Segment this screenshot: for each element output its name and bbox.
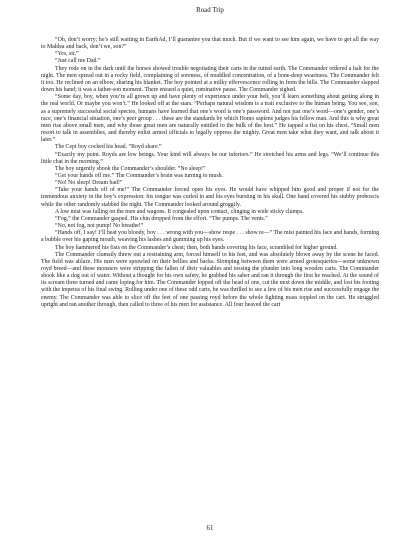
paragraph: They rode on in the dark until the horses showed trouble negotiating their carts in the rutted earth. The Commander ordered a halt for the night. The men spread out in a rocky field, complaining of soreness, of muddled concentration, of a bone-deep weariness. The Commander felt it too. He reclined on an elbow, sharing his blanket. The boy pointed at a milky effervescence rolling in from the hills. The Commander slapped down his hand; it was a father-son moment. There ensued a quiet, ruminative pause. The Commander sighed. [41, 65, 379, 94]
paragraph: “Get your hands off me.” The Commander’s brain was turning to mush. [55, 172, 223, 179]
paragraph: “Fog,” the Commander gasped. His chin dropped from the effort. “The pumps. The vents.” [55, 215, 268, 222]
paragraph: “No, not fog, not pump! No breathe!” [55, 223, 144, 230]
paragraph: “Oh, don’t worry; he’s still waiting in EarthAd, I’ll guarantee you that much. But if we want to see him again, we have to get all the way to Maldea and back, don’t we, son?” [41, 37, 379, 51]
paragraph: “Yes, sir.” [55, 51, 79, 58]
paragraph: The boy urgently shook the Commander’s shoulder. “No sleep!” [55, 165, 206, 172]
paragraph: “Just call me Dad.” [55, 58, 101, 65]
paragraph: “Take your hands off of me!” The Commander forced open his eyes. He would have whipped him good and proper if not for the tremendous anxiety in the boy’s expression: his tongue was curled in and his eyes bursting in his skull. One hand covered his stubby proboscis while the other randomly stabbed the night. The Commander looked around groggily. [41, 187, 379, 208]
paragraph: A low mist was falling on the men and wagons. It congealed upon contact, clinging in wide sticky clumps. [55, 208, 304, 215]
paragraph: “Hands off, I say! I’ll beat you bloody, boy . . . wrong with you—show respe . . . show re—” The mist painted his face and hands, forming a bubble over his gaping mouth, weaving his lashes and gumming up his eyes. [41, 230, 379, 244]
paragraph: The Cept boy cocked his head. “Royd share.” [55, 144, 162, 151]
paragraph: “Exactly my point. Royds are low beings. Your kind will always be our inferiors.” He stretched his arms and legs. “We’ll continue this little chat in the morning.” [41, 151, 379, 165]
body-text [41, 37, 379, 309]
page-number: 61 [206, 525, 214, 532]
paragraph: The Commander clumsily threw out a restraining arm, forced himself to his feet, and was absolutely blown away by the scene he faced. The field was ablaze. His men were sprawled on their bellies and backs. Stomping between them were armed grotesqueries—some unknown royd breed—and these monsters were stripping the fallen of their valuables and tossing the plunder into long wooden carts. The Commander shook like a dog out of water. Without a thought for his own safety, he grabbed his saber and ran it through the first he reached. At the sound of its scream three turned and came loping for him. The Commander lopped off the head of one, cut the next down the middle, and lost his footing with the impetus of his final swing. Rolling under one of these odd carts, he was thrilled to see a few of his men rise and successfully engage the enemy. The Commander was able to slice off the feet of one passing royd before the whole fighting mass toppled on the cart. He struggled upright and ran another through, then called to three of his men for assistance. All four heaved the cart [41, 251, 379, 308]
paragraph: “No! No sleep! Dream bad!” [55, 180, 123, 187]
running-head: Road Trip [196, 7, 224, 14]
paragraph: “Some day, boy, when you’re all grown up and have plenty of experience under your belt, you’ll learn something about getting along in the real world. Or maybe you won’t.” He looked off at the stars. “Perhaps natural wisdom is a trait exclusive to the human being. You see, son, as a supremely successful social species, humans have learned that one’s word is one’s password. And not just one’s word—one’s gender, one’s race, one’s financial situation, one’s peer group . . . these are the standards by which Homo sapiens judges his fellow man. And this is why great men rise above small men, and why those great men are naturally entitled to the bulk of the best.” He tapped a fist on his chest. “Small men resort to talk in assemblies, and thereby enlist armed officials to legally oppress the mighty. Great men take what they want, and talk about it later.” [41, 94, 379, 144]
paragraph: The boy hammered his fists on the Commander’s chest; then, both hands covering his face, scrambled for higher ground. [55, 244, 338, 251]
